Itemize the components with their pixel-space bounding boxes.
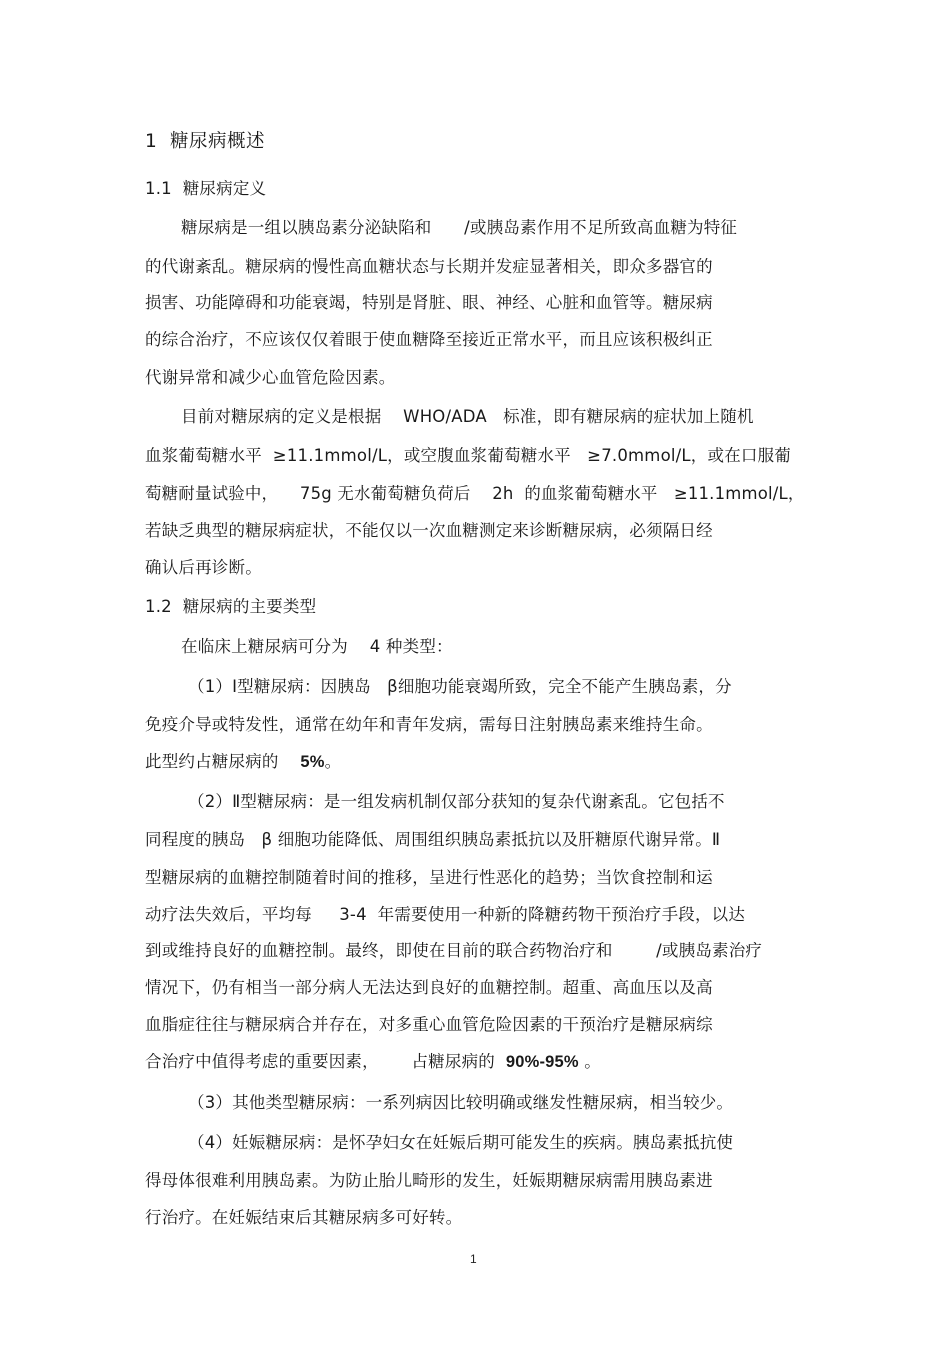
text-run: 此型约占糖尿病的 — [145, 752, 301, 771]
paragraph-line: （3）其他类型糖尿病：一系列病因比较明确或继发性糖尿病，相当较少。 — [188, 1093, 734, 1112]
paragraph-line: 行治疗。在妊娠结束后其糖尿病多可好转。 — [145, 1208, 463, 1227]
page-number: 1 — [470, 1252, 477, 1266]
paragraph-line: （1）Ⅰ型糖尿病：因胰岛 β细胞功能衰竭所致，完全不能产生胰岛素，分 — [188, 677, 732, 696]
paragraph-line — [145, 752, 341, 772]
paragraph-line: 同程度的胰岛 β 细胞功能降低、周围组织胰岛素抵抗以及肝糖原代谢异常。Ⅱ — [145, 830, 721, 849]
paragraph-line: 的代谢紊乱。糖尿病的慢性高血糖状态与长期并发症显著相关，即众多器官的 — [145, 257, 713, 276]
paragraph-line: 代谢异常和减少心血管危险因素。 — [145, 368, 396, 387]
emphasis-percent: 90%-95% — [505, 1053, 579, 1071]
text-run: 合治疗中值得考虑的重要因素， 占糖尿病的 — [145, 1052, 506, 1071]
paragraph-line: 糖尿病是一组以胰岛素分泌缺陷和 /或胰岛素作用不足所致高血糖为特征 — [181, 218, 738, 237]
paragraph-line: 萄糖耐量试验中， 75g 无水葡萄糖负荷后 2h 的血浆葡萄糖水平 ≥11.1mmol/L， — [145, 484, 805, 503]
paragraph-line: 到或维持良好的血糖控制。最终，即使在目前的联合药物治疗和 /或胰岛素治疗 — [145, 941, 763, 960]
paragraph-line: 得母体很难利用胰岛素。为防止胎儿畸形的发生，妊娠期糖尿病需用胰岛素进 — [145, 1171, 713, 1190]
paragraph-line: 的综合治疗，不应该仅仅着眼于使血糖降至接近正常水平，而且应该积极纠正 — [145, 330, 713, 349]
paragraph-line: 血浆葡萄糖水平 ≥11.1mmol/L，或空腹血浆葡萄糖水平 ≥7.0mmol/L，或在口服葡 — [145, 446, 792, 465]
paragraph-line: （4）妊娠糖尿病：是怀孕妇女在妊娠后期可能发生的疾病。胰岛素抵抗使 — [188, 1133, 734, 1152]
paragraph-line: 目前对糖尿病的定义是根据 WHO/ADA 标准，即有糖尿病的症状加上随机 — [181, 407, 754, 426]
emphasis-percent: 5% — [300, 753, 325, 771]
section-1-1-heading: 1.1 糖尿病定义 — [145, 179, 267, 198]
paragraph-line: 血脂症往往与糖尿病合并存在，对多重心血管危险因素的干预治疗是糖尿病综 — [145, 1015, 713, 1034]
paragraph-line: 确认后再诊断。 — [145, 558, 262, 577]
paragraph-line: （2）Ⅱ型糖尿病：是一组发病机制仅部分获知的复杂代谢紊乱。它包括不 — [188, 792, 725, 811]
paragraph-line: 情况下，仍有相当一部分病人无法达到良好的血糖控制。超重、高血压以及高 — [145, 978, 713, 997]
paragraph-line: 型糖尿病的血糖控制随着时间的推移，呈进行性恶化的趋势；当饮食控制和运 — [145, 868, 713, 887]
section-1-heading: 1 糖尿病概述 — [145, 131, 266, 152]
paragraph-line: 若缺乏典型的糖尿病症状，不能仅以一次血糖测定来诊断糖尿病，必须隔日经 — [145, 521, 713, 540]
text-run: 。 — [578, 1052, 601, 1071]
section-1-2-heading: 1.2 糖尿病的主要类型 — [145, 597, 317, 616]
paragraph-line: 动疗法失效后，平均每 3-4 年需要使用一种新的降糖药物干预治疗手段，以达 — [145, 905, 746, 924]
text-run: 。 — [324, 752, 342, 771]
paragraph-line: 损害、功能障碍和功能衰竭，特别是肾脏、眼、神经、心脏和血管等。糖尿病 — [145, 293, 713, 312]
paragraph-line: 在临床上糖尿病可分为 4 种类型： — [181, 637, 453, 656]
paragraph-line — [145, 1052, 601, 1072]
paragraph-line: 免疫介导或特发性，通常在幼年和青年发病，需每日注射胰岛素来维持生命。 — [145, 715, 713, 734]
